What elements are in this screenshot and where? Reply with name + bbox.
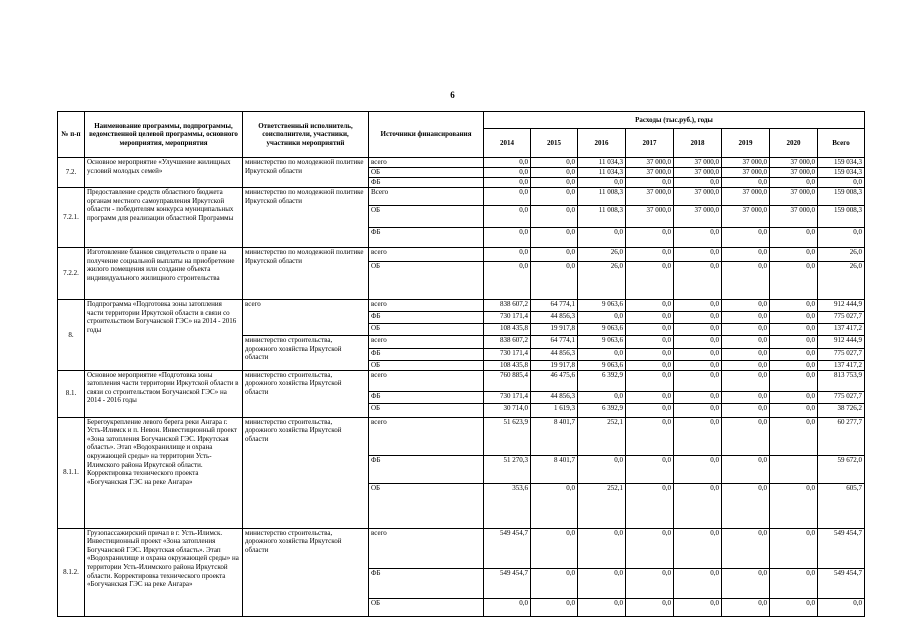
table-row <box>58 528 865 568</box>
expense-value: 912 444,9 <box>818 300 865 312</box>
header-year: 2015 <box>531 129 578 158</box>
funding-source: ФБ <box>369 312 484 324</box>
expense-value: 11 008,3 <box>578 188 626 206</box>
expense-value: 0,0 <box>578 349 626 361</box>
expense-value: 0,0 <box>770 312 818 324</box>
funding-source: ОБ <box>369 361 484 371</box>
funding-source: ОБ <box>369 324 484 336</box>
expense-value: 0,0 <box>626 528 674 568</box>
expense-value: 0,0 <box>484 228 531 248</box>
header-year: 2017 <box>626 129 674 158</box>
expense-value: 0,0 <box>770 300 818 312</box>
funding-source: ФБ <box>369 349 484 361</box>
funding-source: всего <box>369 417 484 455</box>
expense-value: 9 063,6 <box>578 361 626 371</box>
expense-value: 59 672,0 <box>818 455 865 483</box>
expense-value: 0,0 <box>531 483 578 528</box>
expense-value: 0,0 <box>484 178 531 188</box>
expense-value: 0,0 <box>818 178 865 188</box>
table-row <box>58 188 865 206</box>
table-row <box>58 417 865 455</box>
expense-value: 26,0 <box>818 248 865 262</box>
table-row <box>58 370 865 391</box>
expense-value: 9 063,6 <box>578 300 626 312</box>
expense-value: 6 392,9 <box>578 403 626 417</box>
expense-value: 0,0 <box>484 248 531 262</box>
table-row <box>58 158 865 168</box>
expense-value: 0,0 <box>770 248 818 262</box>
expense-value: 730 171,4 <box>484 391 531 403</box>
expense-value: 26,0 <box>818 262 865 300</box>
expense-value: 0,0 <box>674 361 722 371</box>
expense-value: 38 726,2 <box>818 403 865 417</box>
expense-value: 0,0 <box>531 158 578 168</box>
expense-value: 0,0 <box>722 455 770 483</box>
expense-value: 0,0 <box>578 455 626 483</box>
expense-value: 159 008,3 <box>818 206 865 228</box>
funding-source: ФБ <box>369 178 484 188</box>
expense-value: 108 435,8 <box>484 361 531 371</box>
expense-value: 0,0 <box>626 455 674 483</box>
expense-value: 37 000,0 <box>674 188 722 206</box>
expense-value: 0,0 <box>674 336 722 349</box>
row-number: 8.1. <box>58 370 85 417</box>
expense-value: 37 000,0 <box>722 158 770 168</box>
expense-value: 64 774,1 <box>531 300 578 312</box>
expense-value: 0,0 <box>722 336 770 349</box>
expense-value: 1 619,3 <box>531 403 578 417</box>
funding-source: ОБ <box>369 483 484 528</box>
funding-source: ФБ <box>369 228 484 248</box>
expense-value: 730 171,4 <box>484 349 531 361</box>
expense-value: 0,0 <box>674 312 722 324</box>
expense-value: 0,0 <box>626 361 674 371</box>
expense-value: 0,0 <box>674 598 722 616</box>
page-number: 6 <box>450 90 455 100</box>
expense-value: 0,0 <box>626 483 674 528</box>
expense-value: 0,0 <box>578 178 626 188</box>
expense-value: 0,0 <box>531 568 578 598</box>
expense-value: 137 417,2 <box>818 361 865 371</box>
expense-value: 0,0 <box>578 568 626 598</box>
header-source: Источники финансирования <box>369 112 484 158</box>
table-row <box>58 248 865 262</box>
expense-value: 0,0 <box>484 158 531 168</box>
expense-value: 0,0 <box>484 206 531 228</box>
expense-value: 11 034,3 <box>578 158 626 168</box>
expense-value: 0,0 <box>770 598 818 616</box>
expense-value: 0,0 <box>674 324 722 336</box>
expense-value: 0,0 <box>770 528 818 568</box>
expense-value: 0,0 <box>484 188 531 206</box>
expense-value: 0,0 <box>626 349 674 361</box>
expense-value: 8 401,7 <box>531 455 578 483</box>
program-name: Основное мероприятие «Подготовка зоны затопления части территории Иркутской области в связи со строительством Богучанской ГЭС» на 2014 - 2016 годы <box>85 370 243 417</box>
funding-source: всего <box>369 336 484 349</box>
expense-value: 108 435,8 <box>484 324 531 336</box>
expense-value: 0,0 <box>626 324 674 336</box>
expense-value: 37 000,0 <box>674 206 722 228</box>
expense-value: 0,0 <box>722 598 770 616</box>
funding-source: ОБ <box>369 206 484 228</box>
expense-value: 0,0 <box>674 262 722 300</box>
expense-value: 0,0 <box>674 178 722 188</box>
funding-source: всего <box>369 528 484 568</box>
funding-source: ФБ <box>369 455 484 483</box>
expense-value: 37 000,0 <box>674 158 722 168</box>
expense-value: 0,0 <box>674 391 722 403</box>
expense-value: 0,0 <box>722 417 770 455</box>
funding-source: всего <box>369 370 484 391</box>
expense-value: 0,0 <box>531 188 578 206</box>
expense-value: 252,1 <box>578 417 626 455</box>
expense-value: 37 000,0 <box>626 158 674 168</box>
funding-source: ОБ <box>369 598 484 616</box>
expense-value: 0,0 <box>626 417 674 455</box>
expense-value: 37 000,0 <box>770 168 818 178</box>
funding-source: ОБ <box>369 403 484 417</box>
expense-value: 44 856,3 <box>531 391 578 403</box>
expense-value: 8 401,7 <box>531 417 578 455</box>
expense-value: 0,0 <box>722 262 770 300</box>
program-name: Изготовление бланков свидетельств о праве на получение социальной выплаты на приобретение жилого помещения или создание объекта индивидуального жилищного строительства <box>85 248 243 300</box>
expense-value: 0,0 <box>770 324 818 336</box>
executor: всего <box>243 300 369 336</box>
funding-source: ФБ <box>369 568 484 598</box>
expense-value: 775 027,7 <box>818 391 865 403</box>
expense-value: 0,0 <box>722 228 770 248</box>
expense-value: 0,0 <box>770 391 818 403</box>
expense-value: 0,0 <box>722 324 770 336</box>
expense-value: 0,0 <box>531 598 578 616</box>
expense-value: 60 277,7 <box>818 417 865 455</box>
header-num: № п-п <box>58 112 85 158</box>
expense-value: 11 008,3 <box>578 206 626 228</box>
expense-value: 64 774,1 <box>531 336 578 349</box>
expense-value: 37 000,0 <box>770 188 818 206</box>
expense-value: 9 063,6 <box>578 336 626 349</box>
expense-value: 0,0 <box>531 228 578 248</box>
header-year: 2020 <box>770 129 818 158</box>
expense-value: 0,0 <box>626 248 674 262</box>
program-name: Грузопассажирский причал в г. Усть-Илимск. Инвестиционный проект «Зона затопления Богучанской ГЭС. Иркутская область». Этап «Водохранилище и охрана окружающей среды» на территории Усть-Илимского района Иркутской области. Корректировка технического проекта «Богучанская ГЭС на реке Ангара» <box>85 528 243 616</box>
expense-value: 0,0 <box>818 228 865 248</box>
expense-value: 0,0 <box>770 403 818 417</box>
expense-value: 252,1 <box>578 483 626 528</box>
expense-value: 37 000,0 <box>626 206 674 228</box>
executor: министерство по молодежной политике Иркутской области <box>243 188 369 248</box>
header-executor: Ответственный исполнитель, соисполнители, участники, участники мероприятий <box>243 112 369 158</box>
expenses-table <box>57 111 865 617</box>
expense-value: 6 392,9 <box>578 370 626 391</box>
expense-value: 0,0 <box>770 568 818 598</box>
expense-value: 0,0 <box>674 528 722 568</box>
expense-value: 775 027,7 <box>818 349 865 361</box>
header-name: Наименование программы, подпрограммы, ведомственной целевой программы, основного мероприятия, мероприятия <box>85 112 243 158</box>
expense-value: 0,0 <box>674 455 722 483</box>
expense-value: 0,0 <box>531 178 578 188</box>
expense-value: 0,0 <box>818 598 865 616</box>
row-number: 7.2.1. <box>58 188 85 248</box>
row-number: 7.2.2. <box>58 248 85 300</box>
expense-value: 912 444,9 <box>818 336 865 349</box>
expense-value: 813 753,9 <box>818 370 865 391</box>
executor: министерство строительства, дорожного хозяйства Иркутской области <box>243 370 369 417</box>
expense-value: 9 063,6 <box>578 324 626 336</box>
expense-value: 37 000,0 <box>626 168 674 178</box>
executor: министерство по молодежной политике Иркутской области <box>243 248 369 300</box>
expense-value: 0,0 <box>770 370 818 391</box>
expense-value: 0,0 <box>484 262 531 300</box>
program-name: Берегоукрепление левого берега реки Ангара г. Усть-Илимск и п. Невон. Инвестиционный проект «Зона затопления Богучанской ГЭС. Иркутская область». Этап «Водохранилище и охрана окружающей среды» на территории Усть-Илимского района Иркутской области. Корректировка технического проекта «Богучанская ГЭС на реке Ангара» <box>85 417 243 528</box>
header-year: 2018 <box>674 129 722 158</box>
expense-value: 0,0 <box>722 391 770 403</box>
expense-value: 730 171,4 <box>484 312 531 324</box>
expense-value: 0,0 <box>531 168 578 178</box>
expense-value: 0,0 <box>626 178 674 188</box>
header-year: Всего <box>818 129 865 158</box>
expense-value: 0,0 <box>722 528 770 568</box>
expense-value: 0,0 <box>674 228 722 248</box>
expense-value: 838 607,2 <box>484 336 531 349</box>
header-year: 2016 <box>578 129 626 158</box>
expense-value: 0,0 <box>770 349 818 361</box>
funding-source: всего <box>369 300 484 312</box>
expense-value: 37 000,0 <box>722 188 770 206</box>
expense-value: 37 000,0 <box>770 206 818 228</box>
expense-value: 0,0 <box>484 168 531 178</box>
expense-value: 0,0 <box>770 483 818 528</box>
expense-value: 37 000,0 <box>722 206 770 228</box>
expense-value: 44 856,3 <box>531 312 578 324</box>
expense-value: 760 885,4 <box>484 370 531 391</box>
funding-source: всего <box>369 248 484 262</box>
expense-value: 0,0 <box>626 370 674 391</box>
executor: министерство строительства, дорожного хозяйства Иркутской области <box>243 528 369 616</box>
expense-value: 51 270,3 <box>484 455 531 483</box>
expense-value: 0,0 <box>674 300 722 312</box>
expense-value: 159 034,3 <box>818 158 865 168</box>
expense-value: 0,0 <box>626 598 674 616</box>
funding-source: ОБ <box>369 168 484 178</box>
executor: министерство строительства, дорожного хозяйства Иркутской области <box>243 336 369 371</box>
expense-value: 0,0 <box>674 568 722 598</box>
row-number: 8.1.2. <box>58 528 85 616</box>
funding-source: всего <box>369 158 484 168</box>
expense-value: 0,0 <box>626 300 674 312</box>
expense-value: 549 454,7 <box>484 528 531 568</box>
expense-value: 0,0 <box>722 178 770 188</box>
expense-value: 0,0 <box>626 568 674 598</box>
header-expenses: Расходы (тыс.руб.), годы <box>484 112 865 129</box>
program-name: Подпрограмма «Подготовка зоны затопления части территории Иркутской области в связи со строительством Богучанской ГЭС» на 2014 - 2016 годы <box>85 300 243 371</box>
header-year: 2014 <box>484 129 531 158</box>
row-number: 8. <box>58 300 85 371</box>
expense-value: 0,0 <box>674 248 722 262</box>
expense-value: 0,0 <box>722 370 770 391</box>
expense-value: 51 623,9 <box>484 417 531 455</box>
expense-value: 0,0 <box>722 312 770 324</box>
funding-source: Всего <box>369 188 484 206</box>
expense-value: 0,0 <box>578 528 626 568</box>
expense-value: 0,0 <box>626 262 674 300</box>
expense-value: 0,0 <box>722 300 770 312</box>
expense-value: 37 000,0 <box>722 168 770 178</box>
funding-source: ОБ <box>369 262 484 300</box>
expense-value: 0,0 <box>770 228 818 248</box>
expense-value: 0,0 <box>531 206 578 228</box>
expense-value: 0,0 <box>674 483 722 528</box>
expense-value: 0,0 <box>770 178 818 188</box>
expense-value: 37 000,0 <box>770 158 818 168</box>
expense-value: 0,0 <box>626 312 674 324</box>
expense-value: 0,0 <box>531 248 578 262</box>
header-year: 2019 <box>722 129 770 158</box>
expense-value: 0,0 <box>770 417 818 455</box>
expense-value: 549 454,7 <box>484 568 531 598</box>
expense-value <box>770 455 818 483</box>
expense-value: 46 475,6 <box>531 370 578 391</box>
expense-value: 549 454,7 <box>818 568 865 598</box>
expense-value: 37 000,0 <box>674 168 722 178</box>
expense-value: 0,0 <box>770 262 818 300</box>
expense-value: 0,0 <box>484 598 531 616</box>
expense-value: 0,0 <box>722 483 770 528</box>
expense-value: 775 027,7 <box>818 312 865 324</box>
program-name: Предоставление средств областного бюджета органам местного самоуправления Иркутской области - победителям конкурса муниципальных программ для реализации областной Программы <box>85 188 243 248</box>
expense-value: 0,0 <box>578 391 626 403</box>
expense-value: 0,0 <box>722 248 770 262</box>
expense-value: 0,0 <box>674 417 722 455</box>
expense-value: 26,0 <box>578 262 626 300</box>
expense-value: 0,0 <box>722 349 770 361</box>
expense-value: 353,6 <box>484 483 531 528</box>
program-name: Основное мероприятие «Улучшение жилищных условий молодых семей» <box>85 158 243 188</box>
expense-value: 838 607,2 <box>484 300 531 312</box>
table-row <box>58 300 865 312</box>
expense-value: 0,0 <box>722 361 770 371</box>
expense-value: 26,0 <box>578 248 626 262</box>
expense-value: 605,7 <box>818 483 865 528</box>
expense-value: 0,0 <box>770 361 818 371</box>
expense-value: 0,0 <box>674 370 722 391</box>
expense-value: 0,0 <box>626 403 674 417</box>
expense-value: 44 856,3 <box>531 349 578 361</box>
expense-value: 19 917,8 <box>531 361 578 371</box>
expense-value: 0,0 <box>531 262 578 300</box>
expense-value: 159 034,3 <box>818 168 865 178</box>
row-number: 8.1.1. <box>58 417 85 528</box>
expense-value: 0,0 <box>531 528 578 568</box>
executor: министерство по молодежной политике Иркутской области <box>243 158 369 188</box>
row-number: 7.2. <box>58 158 85 188</box>
expense-value: 30 714,0 <box>484 403 531 417</box>
expense-value: 11 034,3 <box>578 168 626 178</box>
expense-value: 0,0 <box>578 228 626 248</box>
expense-value: 0,0 <box>626 336 674 349</box>
expense-value: 549 454,7 <box>818 528 865 568</box>
expense-value: 0,0 <box>722 568 770 598</box>
expense-value: 159 008,3 <box>818 188 865 206</box>
expense-value: 137 417,2 <box>818 324 865 336</box>
expense-value: 0,0 <box>626 391 674 403</box>
expense-value: 37 000,0 <box>626 188 674 206</box>
expense-value: 0,0 <box>674 403 722 417</box>
expense-value: 0,0 <box>770 336 818 349</box>
expense-value: 0,0 <box>578 312 626 324</box>
expense-value: 19 917,8 <box>531 324 578 336</box>
expense-value: 0,0 <box>674 349 722 361</box>
executor: министерство строительства, дорожного хозяйства Иркутской области <box>243 417 369 528</box>
expense-value: 0,0 <box>578 598 626 616</box>
funding-source: ФБ <box>369 391 484 403</box>
expense-value: 0,0 <box>626 228 674 248</box>
expense-value: 0,0 <box>722 403 770 417</box>
